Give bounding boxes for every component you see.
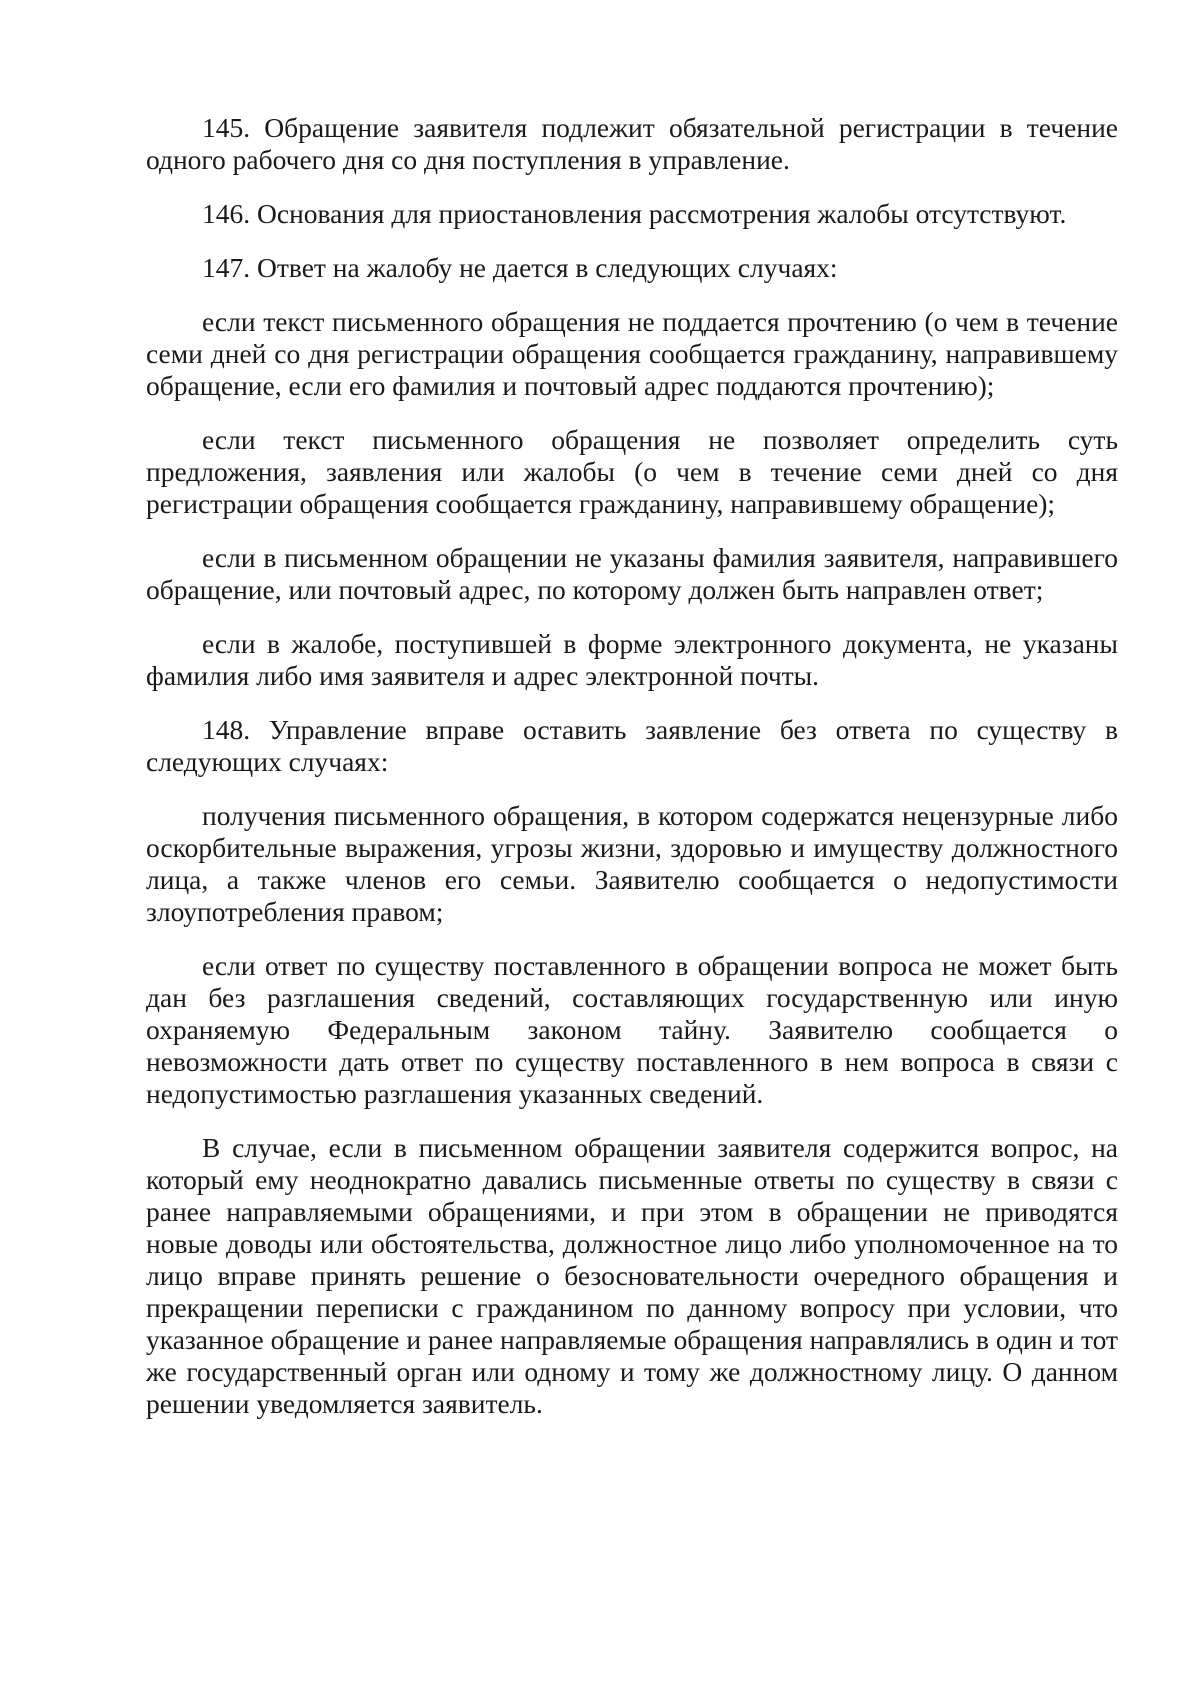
paragraph-147-case-unreadable: если текст письменного обращения не поддается прочтению (о чем в течение семи дней со дня регистрации обращения сообщается гражданину, направившему обращение, если его фамилия и почтовый адрес поддаются прочтению);: [146, 306, 1118, 401]
paragraph-147-case-no-name: если в письменном обращении не указаны фамилия заявителя, направившего обращение, или почтовый адрес, по которому должен быть направлен ответ;: [146, 542, 1118, 605]
paragraph-repeated-appeal: В случае, если в письменном обращении заявителя содержится вопрос, на который ему неоднократно давались письменные ответы по существу в связи с ранее направляемыми обращениями, и при этом в обращении не приводятся новые доводы или обстоятельства, должностное лицо либо уполномоченное на то лицо вправе принять решение о безосновательности очередного обращения и прекращении переписки с гражданином по данному вопросу при условии, что указанное обращение и ранее направляемые обращения направлялись в один и тот же государственный орган или одному и тому же должностному лицу. О данном решении уведомляется заявитель.: [146, 1132, 1118, 1419]
paragraph-148-case-secret: если ответ по существу поставленного в обращении вопроса не может быть дан без разглашения сведений, составляющих государственную или иную охраняемую Федеральным законом тайну. Заявителю сообщается о невозможности дать ответ по существу поставленного в нем вопроса в связи с недопустимостью разглашения указанных сведений.: [146, 950, 1118, 1109]
document-page: [146, 112, 1118, 1420]
paragraph-146: 146. Основания для приостановления рассмотрения жалобы отсутствуют.: [202, 198, 1067, 229]
paragraph-148-case-offensive: получения письменного обращения, в котором содержатся нецензурные либо оскорбительные выражения, угрозы жизни, здоровью и имуществу должностного лица, а также членов его семьи. Заявителю сообщается о недопустимости злоупотребления правом;: [146, 800, 1118, 927]
paragraph-147-case-unclear: если текст письменного обращения не позволяет определить суть предложения, заявления или жалобы (о чем в течение семи дней со дня регистрации обращения сообщается гражданину, направившему обращение);: [146, 424, 1118, 519]
paragraph-147-case-electronic: если в жалобе, поступившей в форме электронного документа, не указаны фамилия либо имя заявителя и адрес электронной почты.: [146, 628, 1118, 691]
paragraph-145: 145. Обращение заявителя подлежит обязательной регистрации в течение одного рабочего дня со дня поступления в управление.: [146, 112, 1118, 175]
paragraph-147: 147. Ответ на жалобу не дается в следующих случаях:: [202, 252, 838, 283]
paragraph-148: 148. Управление вправе оставить заявление без ответа по существу в следующих случаях:: [146, 714, 1118, 777]
